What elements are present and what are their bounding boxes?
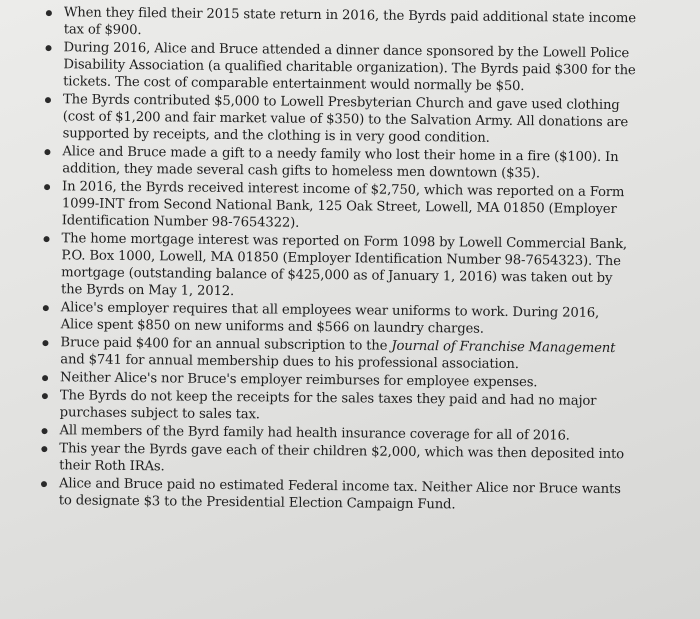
list-item-text: The Byrds do not keep the receipts for the sales taxes they paid and had no major purchases subject to sales tax. xyxy=(59,388,597,423)
list-item-text-pre: Bruce paid $400 for an annual subscription to the xyxy=(60,335,392,354)
list-item xyxy=(37,39,638,96)
journal-title: Journal of Franchise Management xyxy=(391,338,616,357)
list-item xyxy=(34,387,634,427)
list-item-text: The home mortgage interest was reported on Form 1098 by Lowell Commercial Bank, P.O. Box 1000, Lowell, MA 01850 (Employer Identification Number 98-7654323). The mortgage (outstanding balance of $425,000 as of January 1, 2016) was taken out by the Byrds on May 1, 2012. xyxy=(60,231,628,300)
list-item-text: Alice's employer requires that all employees wear uniforms to work. During 2016, Alice spent $850 on new uniforms and $566 on laundry charges. xyxy=(60,300,600,337)
list-item xyxy=(35,299,635,339)
list-item xyxy=(38,4,638,44)
bullet-icon xyxy=(44,236,50,242)
bullet-icon xyxy=(42,393,48,399)
bullet-icon xyxy=(41,481,47,487)
list-item xyxy=(34,334,634,374)
bullet-icon xyxy=(42,375,48,381)
bullet-list xyxy=(33,4,638,516)
list-item-text-post: and $741 for annual membership dues to his professional association. xyxy=(60,352,519,373)
list-item xyxy=(35,230,636,304)
list-item xyxy=(36,178,637,235)
list-item-text: Alice and Bruce made a gift to a needy family who lost their home in a fire ($100). In addition, they made several cash gifts to homeless men downtown ($35). xyxy=(62,144,619,182)
bullet-icon xyxy=(43,305,49,311)
bullet-icon xyxy=(46,10,52,16)
bullet-icon xyxy=(42,340,48,346)
bullet-icon xyxy=(41,428,47,434)
bullet-icon xyxy=(46,45,52,51)
list-item-text: All members of the Byrd family had health insurance coverage for all of 2016. xyxy=(59,423,570,444)
bullet-icon xyxy=(44,149,50,155)
list-item xyxy=(37,91,638,148)
list-item-text: In 2016, the Byrds received interest income of $2,750, which was reported on a Form 1099-INT from Second National Bank, 125 Oak Street, Lowell, MA 01850 (Employer Identification Number 98-7654322). xyxy=(61,179,625,231)
list-item-text: When they filed their 2015 state return in 2016, the Byrds paid additional state income tax of $900. xyxy=(63,5,637,39)
list-item xyxy=(33,475,633,515)
list-item-text: Neither Alice's nor Bruce's employer reimburses for employee expenses. xyxy=(60,370,538,391)
list-item-text: Alice and Bruce paid no estimated Federal income tax. Neither Alice nor Bruce wants to designate $3 to the Presidential Election Campaign Fund. xyxy=(58,476,621,513)
list-item-text: During 2016, Alice and Bruce attended a dinner dance sponsored by the Lowell Police Disability Association (a qualified charitable organization). The Byrds paid $300 for the tickets. The cost of comparable entertainment would normally be $50. xyxy=(63,40,636,95)
list-item xyxy=(36,143,636,183)
bullet-icon xyxy=(44,184,50,190)
list-item-text: This year the Byrds gave each of their children $2,000, which was then deposited into their Roth IRAs. xyxy=(59,441,625,475)
bullet-icon xyxy=(41,446,47,452)
list-item-text: The Byrds contributed $5,000 to Lowell Presbyterian Church and gave used clothing (cost of $1,200 and fair market value of $350) to the Salvation Army. All donations are supported by receipts, and the clothing is in very good condition. xyxy=(62,92,629,146)
list-item xyxy=(33,440,633,480)
bullet-icon xyxy=(45,97,51,103)
